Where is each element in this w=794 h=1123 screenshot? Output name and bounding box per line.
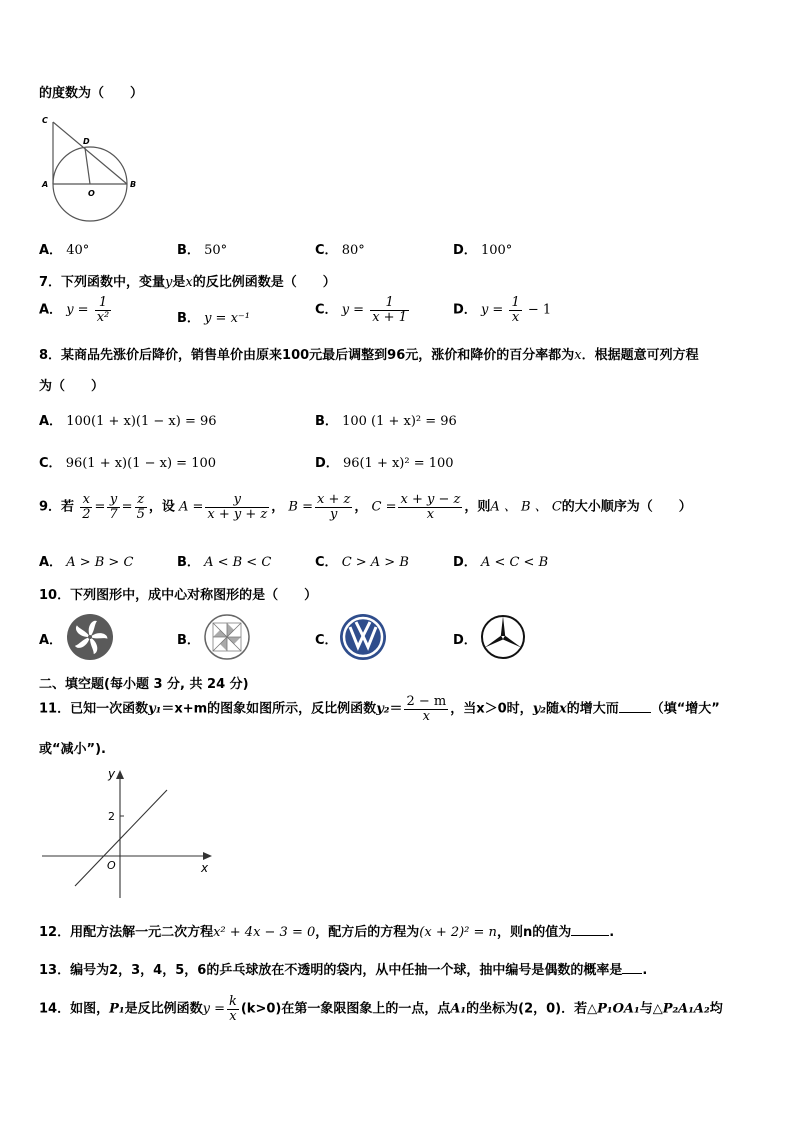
q11-answer-blank[interactable] — [619, 712, 651, 713]
label-a: A — [42, 180, 49, 189]
y-axis-label: y — [108, 767, 116, 781]
segment-do — [85, 148, 90, 184]
q14-stem: 14．如图，P₁是反比例函数y = $\frac{k}{x}$ (k>0)在第一象限图象上的一点，点A₁的坐标为(2，0)．若△P₁OA₁与△P₂A₁A₂均 — [39, 994, 723, 1024]
q6-option-b[interactable]: B． 50° — [177, 243, 228, 258]
label-b: B — [130, 180, 137, 189]
q12-stem: 12．用配方法解一元二次方程x² + 4x − 3 = 0，配方后的方程为(x + 2)² = n，则n的值为 . — [39, 925, 615, 940]
q11-linear-graph — [38, 762, 218, 902]
q10-option-c-letter[interactable]: C． — [315, 633, 338, 648]
section2-title: 二、填空题(每小题 3 分, 共 24 分) — [39, 677, 249, 692]
pinwheel-icon[interactable] — [203, 613, 251, 661]
q8-option-d[interactable]: D． 96(1 + x)² = 100 — [315, 456, 454, 471]
q7-option-c[interactable]: C． y = $\frac{1}{x + 1}$ — [315, 295, 407, 325]
segment-cb — [53, 122, 127, 184]
q7-option-a[interactable]: A． y = $\frac{1}{\text{x²}}$ — [39, 295, 110, 325]
q7-option-d[interactable]: D． y = $\frac{1}{x}$ − 1 — [453, 295, 552, 325]
volkswagen-logo-icon[interactable] — [339, 613, 387, 661]
q8-stem-line1: 8．某商品先涨价后降价，销售单价由原来100元最后调整到96元，涨价和降价的百分率都为x．根据题意可列方程 — [39, 348, 699, 363]
y-tick-label: 2 — [108, 810, 115, 823]
q11-stem-line1: 11．已知一次函数y₁＝x+m的图象如图所示，反比例函数y₂＝ $\frac{2 - m}{x}$ ，当x＞0时，y₂随x的增大而 （填“增大” — [39, 694, 720, 724]
q6-circle-figure — [36, 112, 144, 224]
q8-option-a[interactable]: A． 100(1 + x)(1 − x) = 96 — [39, 414, 217, 429]
q12-answer-blank[interactable] — [571, 935, 609, 936]
q7-option-b[interactable]: B． y = x⁻¹ — [177, 311, 250, 326]
q8-stem-line2: 为（ ） — [39, 379, 105, 394]
q10-stem: 10．下列图形中，成中心对称图形的是（ ） — [39, 588, 318, 603]
q9-stem: 9．若 $\frac{x}{2}$ = $\frac{y}{7}$ = $\frac{z}{5}$ ，设 A = $\frac{y}{x + y + z}$ ， B = $\frac{x + z}{y}$ ， C = $\frac{x + y - z}{x}$ ，则A 、 B 、 C的大小顺序为（ ） — [39, 492, 692, 522]
label-o: O — [88, 189, 95, 198]
x-axis-label: x — [201, 861, 209, 875]
q9-option-c[interactable]: C． C > A > B — [315, 555, 409, 570]
q8-option-c[interactable]: C． 96(1 + x)(1 − x) = 100 — [39, 456, 217, 471]
label-d: D — [83, 137, 90, 146]
q10-option-a-letter[interactable]: A． — [39, 633, 63, 648]
q6-option-d[interactable]: D． 100° — [453, 243, 513, 258]
q10-option-d-letter[interactable]: D． — [453, 633, 477, 648]
q11-stem-line2: 或“减小”). — [39, 742, 106, 757]
label-c: C — [42, 116, 48, 125]
bauhinia-flower-icon[interactable] — [66, 613, 114, 661]
origin-label: O — [107, 859, 116, 872]
line-y1 — [75, 790, 167, 886]
q9-option-d[interactable]: D． A < C < B — [453, 555, 549, 570]
q7-stem: 7．下列函数中，变量y是x的反比例函数是（ ） — [39, 275, 336, 290]
y-axis-arrow-icon — [116, 770, 124, 779]
q13-answer-blank[interactable] — [622, 973, 642, 974]
x-axis-arrow-icon — [203, 852, 212, 860]
mercedes-star-icon[interactable] — [479, 613, 527, 661]
q8-option-b[interactable]: B． 100 (1 + x)² = 96 — [315, 414, 457, 429]
q6-option-a[interactable]: A． 40° — [39, 243, 90, 258]
q6-option-c[interactable]: C． 80° — [315, 243, 365, 258]
q10-option-b-letter[interactable]: B． — [177, 633, 200, 648]
q13-stem: 13．编号为2，3，4，5，6的乒乓球放在不透明的袋内，从中任抽一个球，抽中编号是偶数的概率是 . — [39, 963, 648, 978]
q9-option-b[interactable]: B． A < B < C — [177, 555, 272, 570]
q9-option-a[interactable]: A． A > B > C — [39, 555, 134, 570]
q6-stem-tail: 的度数为（ ） — [39, 86, 144, 101]
